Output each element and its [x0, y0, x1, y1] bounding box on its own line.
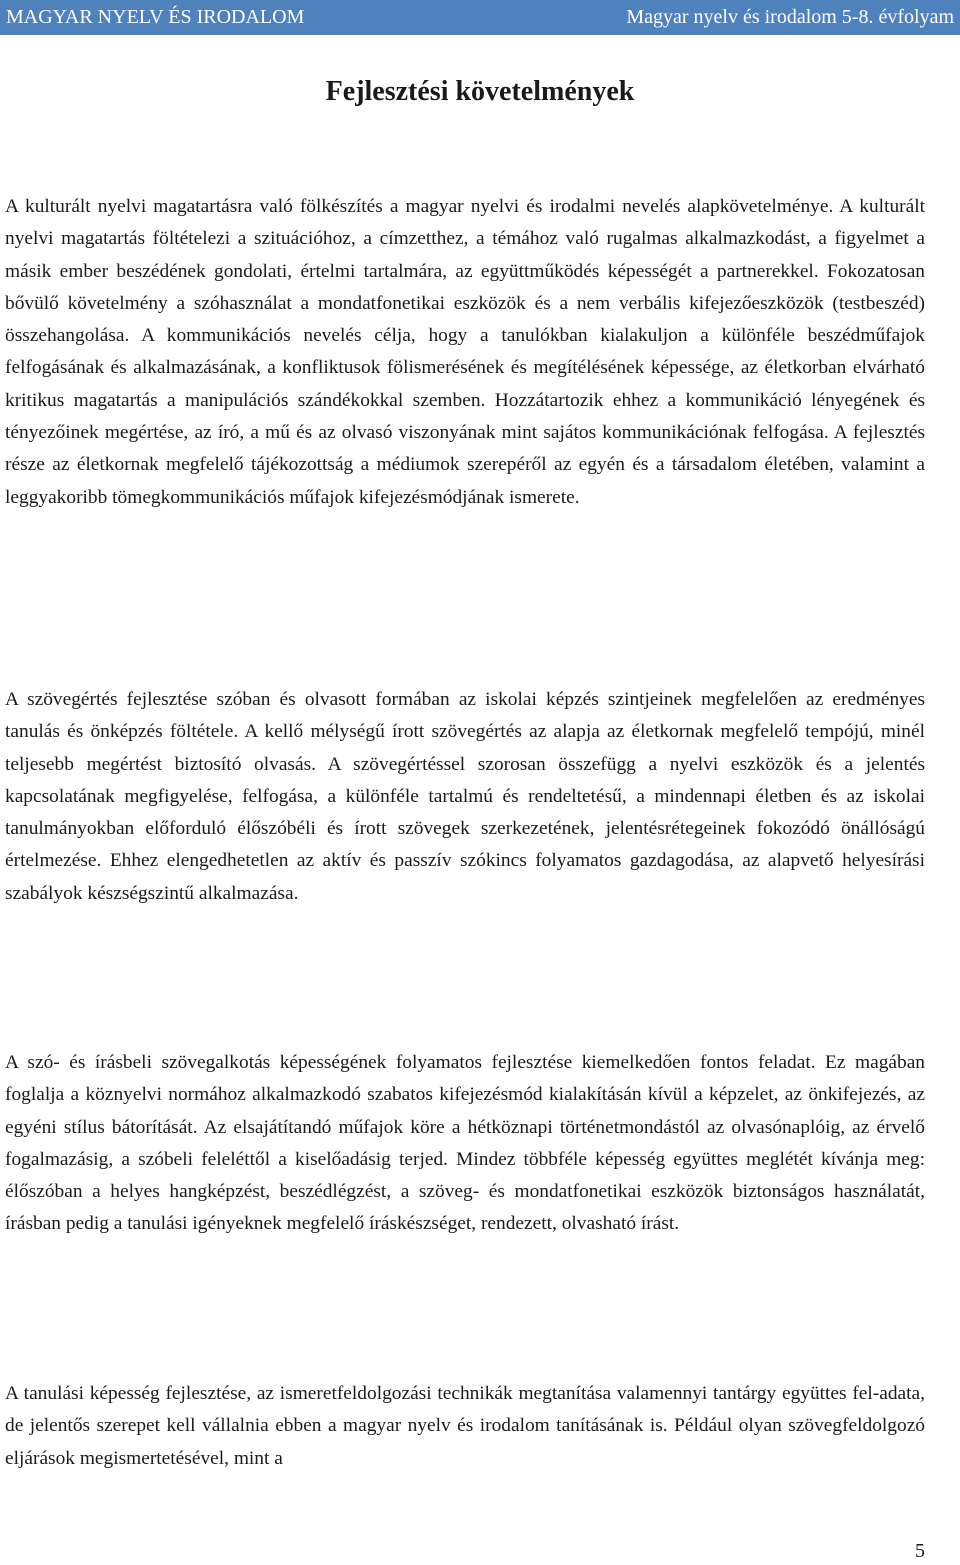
- page-number: 5: [915, 1540, 925, 1562]
- header-subject: MAGYAR NYELV ÉS IRODALOM: [6, 6, 305, 28]
- paragraph-reading-comprehension: A szövegértés fejlesztése szóban és olvasott formában az iskolai képzés szintjeinek megfelelően az eredményes tanulás és önképzés föltétele. A kellő mélységű írott szövegértés az alapja az életkornak megfelelő tempójú, minél teljesebb megértést biztosító olvasás. A szövegértéssel szorosan összefügg a nyelvi eszközök és a jelentés kapcsolatának megfigyelése, felfogása, a különféle tartalmú és rendeltetésű, a mindennapi életben és az iskolai tanulmányokban előforduló élőszóbéli és írott szövegek szerkezetének, jelentésrétegeinek fokozódó önállóságú értelmezése. Ehhez elengedhetetlen az aktív és passzív szókincs folyamatos gazdagodása, az alapvető helyesírási szabályok készségszintű alkalmazása.: [5, 689, 925, 904]
- paragraph-learning-skills: A tanulási képesség fejlesztése, az ismeretfeldolgozási technikák megtanítása valamennyi tantárgy együttes fel-adata, de jelentős szerepet kell vállalnia ebben a magyar nyelv és irodalom tanításának is. Például olyan szövegfeldolgozó eljárások megismertetésével, mint a: [5, 1383, 925, 1469]
- header-grade-range: Magyar nyelv és irodalom 5-8. évfolyam: [626, 6, 954, 28]
- paragraph-text-composition: A szó- és írásbeli szövegalkotás képességének folyamatos fejlesztése kiemelkedően fontos feladat. Ez magában foglalja a köznyelvi normához alkalmazkodó szabatos kifejezésmód kialakításán kívül a képzelet, az önkifejezés, az egyéni stílus bátorítását. Az elsajátítandó műfajok köre a hétköznapi történetmondástól az olvasónaplóig, az érvelő fogalmazásig, a szóbeli feleléttől a kiselőadásig terjed. Mindez többféle képesség együttes meglétét kívánja meg: élőszóban a helyes hangképzést, beszédlégzést, a szöveg- és mondatfonetikai eszközök biztonságos használatát, írásban pedig a tanulási igényeknek megfelelő íráskészséget, rendezett, olvasható írást.: [5, 1052, 925, 1235]
- page-title: Fejlesztési követelmények: [325, 76, 635, 107]
- page-header: [0, 0, 960, 35]
- paragraph-communication: A kulturált nyelvi magatartásra való fölkészítés a magyar nyelvi és irodalmi nevelés alapkövetelménye. A kulturált nyelvi magatartás föltételezi a szituációhoz, a címzetthez, a témához való rugalmas alkalmazkodást, a figyelmet a másik ember beszédének gondolati, értelmi tartalmára, az együttműködés képességét a partnerekkel. Fokozatosan bővülő követelmény a szóhasználat a mondatfonetikai eszközök és a nem verbális kifejezőeszközök (testbeszéd) összehangolása. A kommunikációs nevelés célja, hogy a tanulókban kialakuljon a különféle beszédműfajok felfogásának és alkalmazásának, a konfliktusok fölismerésének és megítélésének képessége, az életkorban elvárható kritikus magatartás a manipulációs szándékokkal szemben. Hozzátartozik ehhez a kommunikáció lényegének és tényezőinek megértése, az író, a mű és az olvasó viszonyának mint sajátos kommunikációnak felfogása. A fejlesztés része az életkornak megfelelő tájékozottság a médiumok szerepéről az egyén és a társadalom életében, valamint a leggyakoribb tömegkommunikációs műfajok kifejezésmódjának ismerete.: [5, 196, 925, 508]
